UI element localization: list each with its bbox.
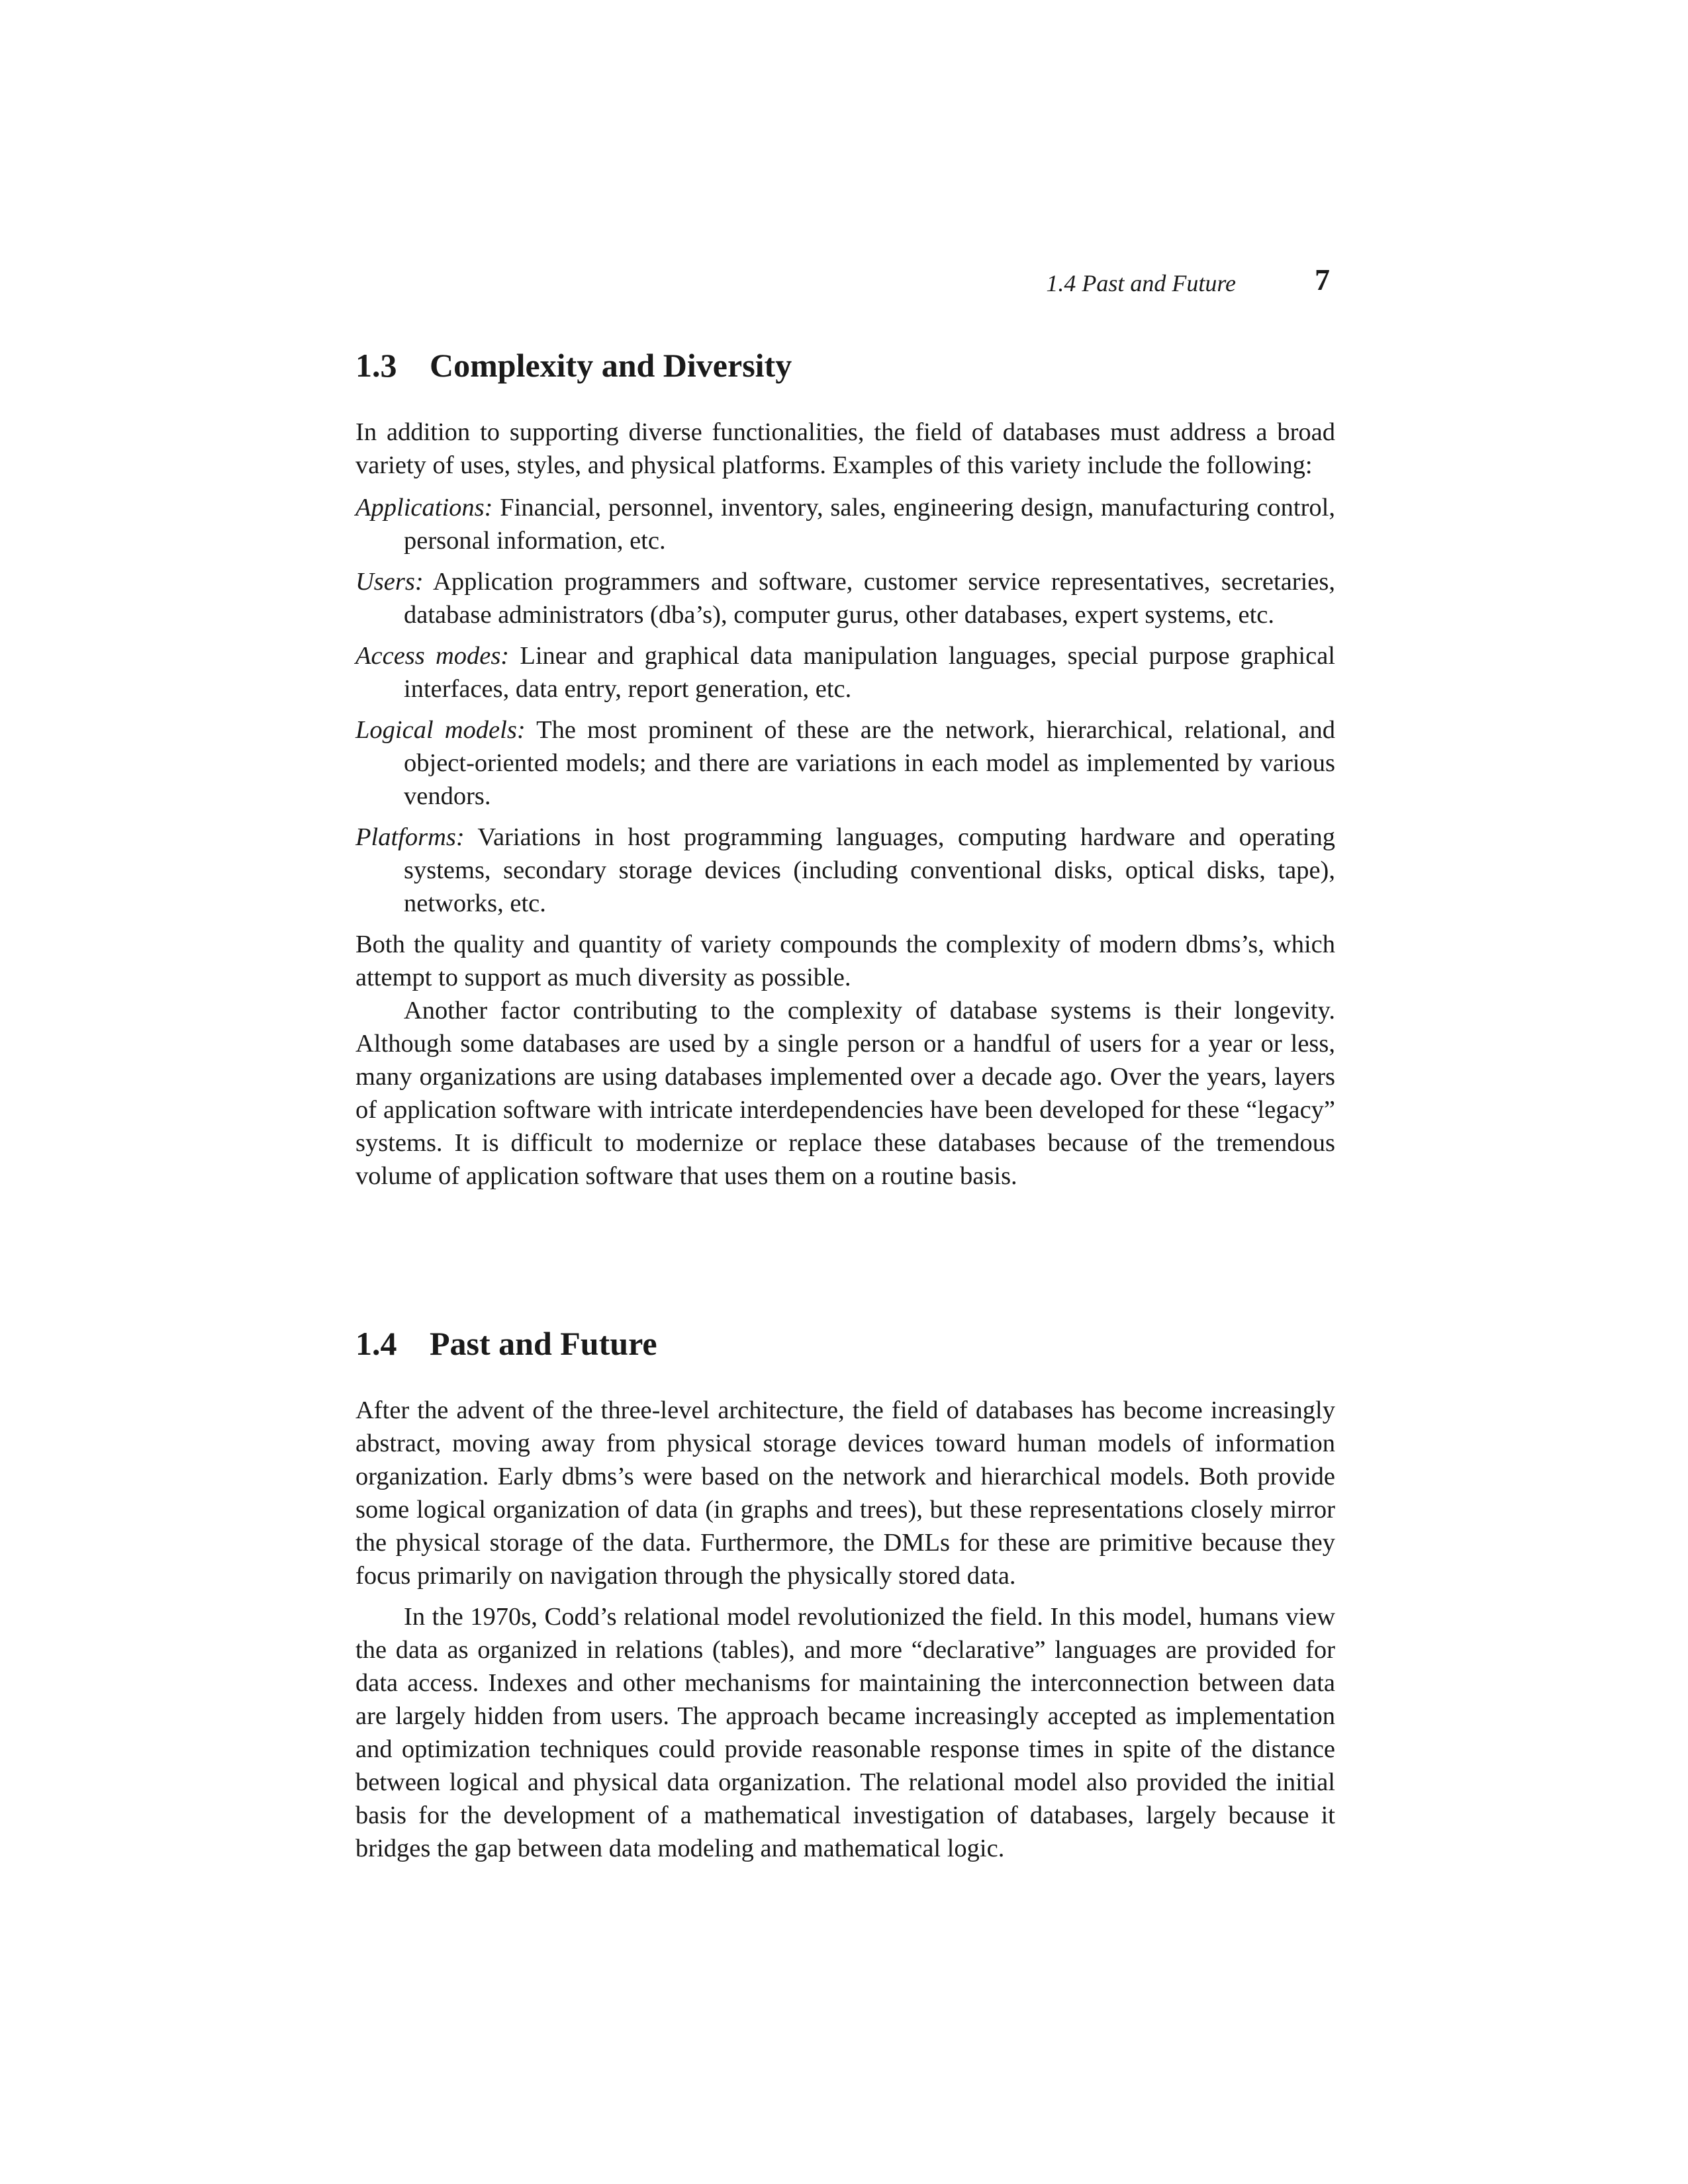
- list-item-logical-models: [355, 713, 1335, 813]
- list-item-users: [355, 565, 1335, 631]
- running-title: 1.4 Past and Future: [1046, 270, 1236, 296]
- section-heading-1-4: [355, 1324, 1335, 1363]
- section-body-1-3: [355, 416, 1335, 1193]
- list-text: Application programmers and software, customer service representatives, secretaries, database administrators (dba’s), computer gurus, other databases, expert systems, etc.: [404, 568, 1335, 629]
- list-item-platforms: [355, 821, 1335, 920]
- section-number: 1.3: [355, 347, 397, 384]
- section-title: Past and Future: [430, 1325, 657, 1362]
- paragraph-longevity: Another factor contributing to the complexity of database systems is their longevity. Although some databases are used by a single person or a handful of users for a year or less, many organizations are using databases implemented over a decade ago. Over the years, layers of application software with intricate interdependencies have been developed for these “legacy” systems. It is difficult to modernize or replace these databases because of the tremendous volume of application software that uses them on a routine basis.: [355, 997, 1335, 1190]
- running-head: [355, 263, 1335, 303]
- list-text: The most prominent of these are the network, hierarchical, relational, and object-oriented models; and there are variations in each model as implemented by various vendors.: [404, 716, 1335, 810]
- intro-paragraph: In addition to supporting diverse functionalities, the field of databases must address a broad variety of uses, styles, and physical platforms. Examples of this variety include the following:: [355, 418, 1335, 479]
- paragraph-three-level: After the advent of the three-level architecture, the field of databases has become increasingly abstract, moving away from physical storage devices toward human models of information organization. Early dbms’s were based on the network and hierarchical models. Both provide some logical organization of data (in graphs and trees), but these representations closely mirror the physical storage of the data. Furthermore, the DMLs for these are primitive because they focus primarily on navigation through the physically stored data.: [355, 1396, 1335, 1590]
- list-term: Applications:: [355, 494, 493, 522]
- paragraph-codd: In the 1970s, Codd’s relational model revolutionized the field. In this model, humans view the data as organized in relations (tables), and more “declarative” languages are provided for data access. Indexes and other mechanisms for maintaining the interconnection between data are largely hidden from users. The approach became increasingly accepted as implementation and optimization techniques could provide reasonable response times in spite of the distance between logical and physical data organization. The relational model also provided the initial basis for the development of a mathematical investigation of databases, largely because it bridges the gap between data modeling and mathematical logic.: [355, 1603, 1335, 1862]
- list-item-access-modes: [355, 639, 1335, 705]
- list-text: Linear and graphical data manipulation languages, special purpose graphical interfaces, data entry, report generation, etc.: [404, 642, 1335, 703]
- section-heading-1-3: [355, 345, 1335, 385]
- variety-list: [355, 491, 1335, 920]
- list-term: Platforms:: [355, 823, 465, 851]
- paragraph-quality: Both the quality and quantity of variety compounds the complexity of modern dbms’s, which attempt to support as much diversity as possible.: [355, 931, 1335, 991]
- page-number: 7: [1315, 263, 1330, 296]
- list-text: Variations in host programming languages, computing hardware and operating systems, secondary storage devices (including conventional disks, optical disks, tape), networks, etc.: [404, 823, 1335, 917]
- list-term: Logical models:: [355, 716, 526, 744]
- list-item-applications: [355, 491, 1335, 557]
- section-title: Complexity and Diversity: [430, 347, 792, 384]
- section-number: 1.4: [355, 1325, 397, 1362]
- section-body-1-4: [355, 1394, 1335, 1865]
- list-term: Users:: [355, 568, 424, 596]
- list-text: Financial, personnel, inventory, sales, engineering design, manufacturing control, personal information, etc.: [404, 494, 1335, 555]
- list-term: Access modes:: [355, 642, 510, 670]
